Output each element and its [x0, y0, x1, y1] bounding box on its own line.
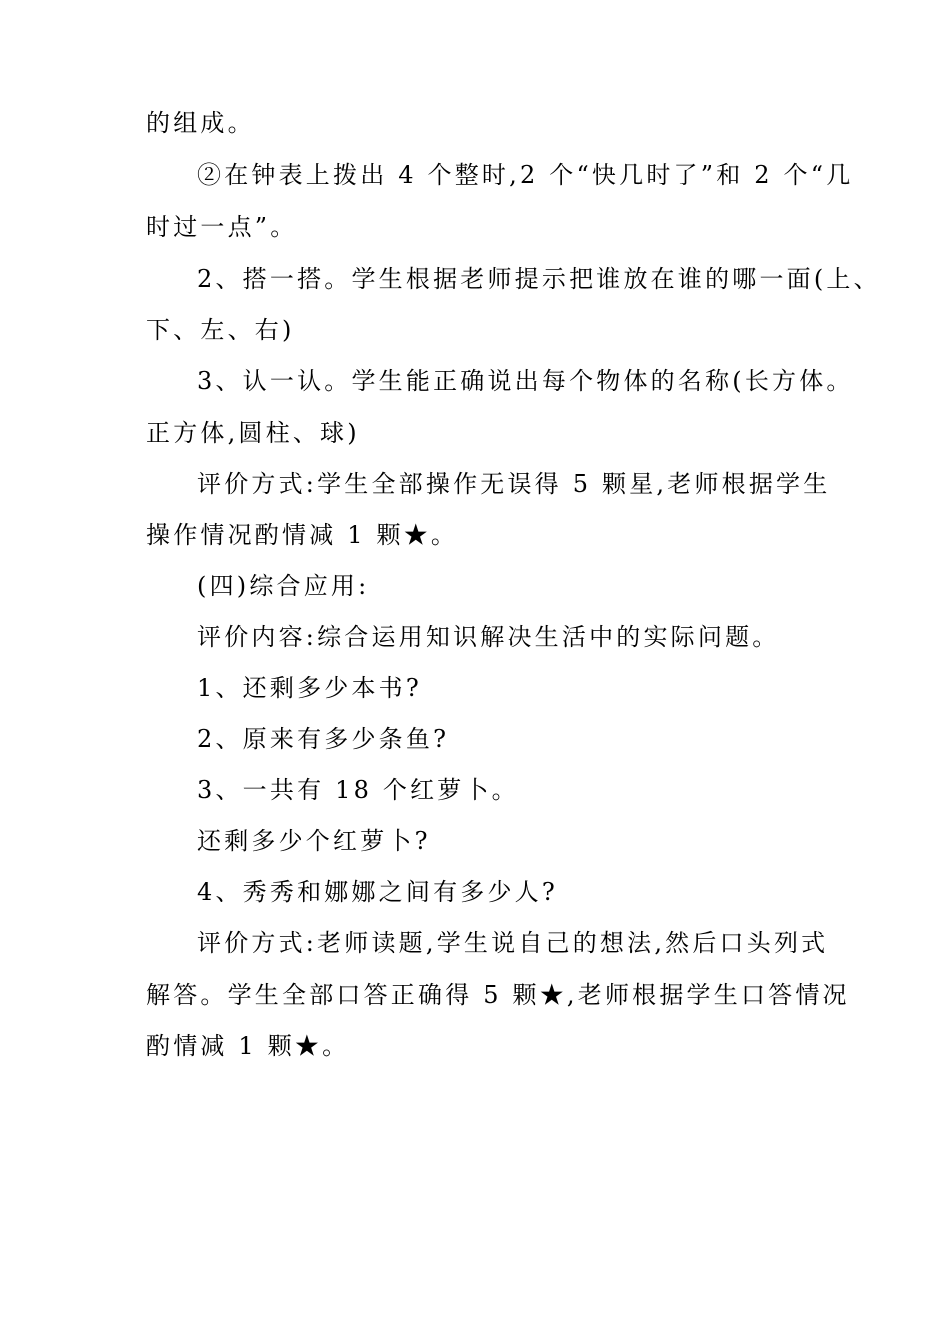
text-line-clock-task-cont: 时过一点”。	[146, 213, 298, 241]
text-line-identify-task-cont: 正方体,圆柱、球)	[146, 419, 360, 447]
text-line-clock-task: ②在钟表上拨出 4 个整时,2 个“快几时了”和 2 个“几	[197, 161, 854, 189]
text-line-stack-task-cont: 下、左、右)	[146, 316, 295, 344]
list-item: 1、还剩多少本书?	[197, 674, 422, 702]
list-item: 3、一共有 18 个红萝卜。	[197, 776, 519, 804]
text-line-continuation: 的组成。	[146, 109, 255, 137]
list-item: 4、秀秀和娜娜之间有多少人?	[197, 878, 558, 906]
text-line-stack-task: 2、搭一搭。学生根据老师提示把谁放在谁的哪一面(上、	[197, 265, 881, 293]
text-line-evaluation-method-2-cont: 解答。学生全部口答正确得 5 颗★,老师根据学生口答情况	[146, 981, 850, 1009]
text-line-evaluation-method-cont: 操作情况酌情减 1 颗★。	[146, 521, 459, 549]
text-line-evaluation-method-2-end: 酌情减 1 颗★。	[146, 1032, 350, 1060]
text-line-identify-task: 3、认一认。学生能正确说出每个物体的名称(长方体。	[197, 367, 854, 395]
section-heading: (四)综合应用:	[197, 572, 370, 600]
text-line-evaluation-content: 评价内容:综合运用知识解决生活中的实际问题。	[197, 623, 780, 651]
list-item-cont: 还剩多少个红萝卜?	[197, 827, 431, 855]
text-line-evaluation-method-2: 评价方式:老师读题,学生说自己的想法,然后口头列式	[197, 929, 829, 957]
list-item: 2、原来有多少条鱼?	[197, 725, 450, 753]
text-line-evaluation-method: 评价方式:学生全部操作无误得 5 颗星,老师根据学生	[197, 470, 831, 498]
